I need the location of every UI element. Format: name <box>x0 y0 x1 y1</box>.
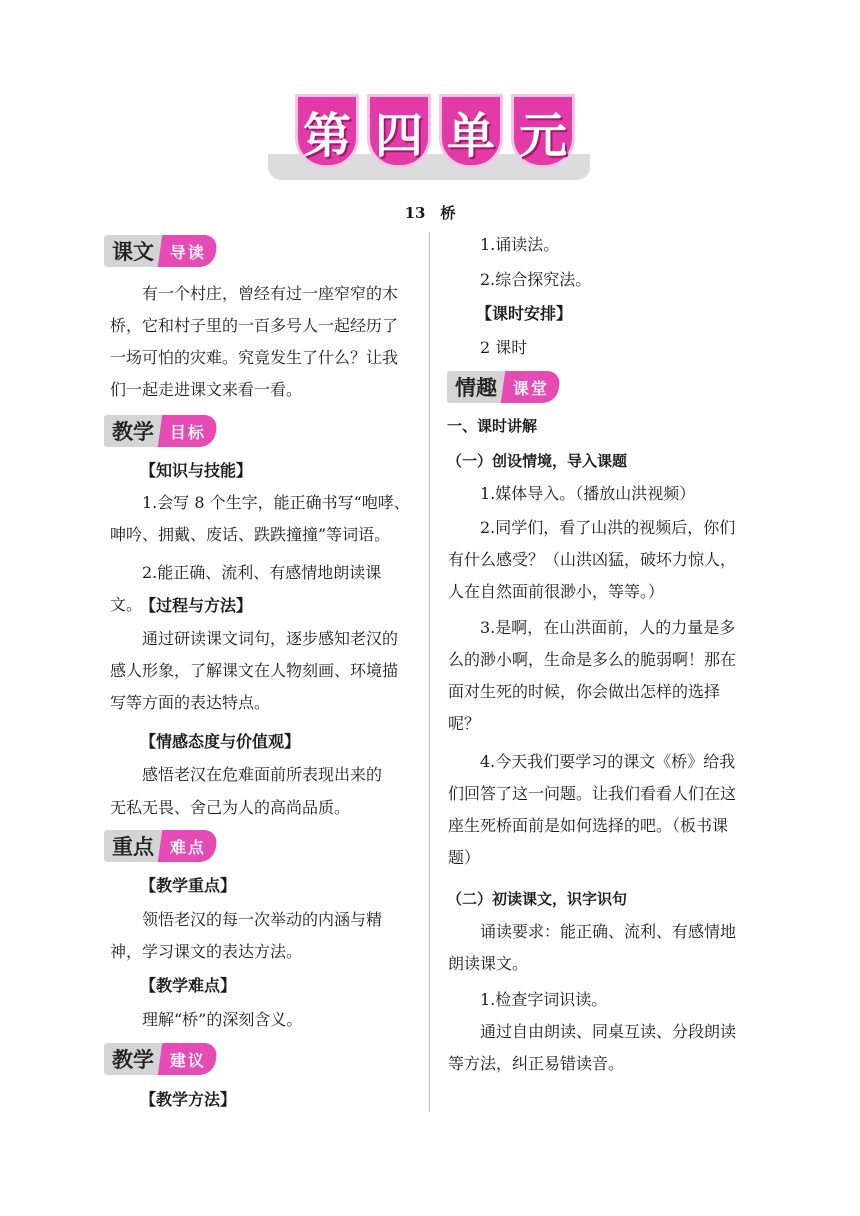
knowledge-item-1: 1.会写 8 个生字，能正确书写“咆哮、呻吟、拥戴、废话、跌跌撞撞”等词语。 <box>110 493 410 544</box>
badge-key-left: 重点 <box>104 830 162 862</box>
part-one-heading: 一、课时讲解 <box>447 417 538 435</box>
badge-fun <box>447 371 559 403</box>
unit-char-3: 单 <box>439 94 503 168</box>
intro-paragraph: 有一个村庄，曾经有过一座窄窄的木桥，它和村子里的一百多号人一起经历了一场可怕的灾难。究竟发生了什么？让我们一起走进课文来看一看。 <box>110 284 399 399</box>
step-two-heading: （二）初读课文，识字识句 <box>447 890 628 908</box>
column-divider <box>429 232 430 1112</box>
step-one-item-4: 4.今天我们要学习的课文《桥》给我们回答了这一问题。让我们看看人们在这座生死桥面前是如何选择的吧。（板书课题） <box>448 752 737 867</box>
schedule-value: 2 课时 <box>480 338 528 357</box>
badge-advice <box>104 1043 216 1075</box>
step-two-item-2: 通过自由朗读、同桌互读、分段朗读等方法，纠正易错读音。 <box>448 1022 737 1073</box>
badge-guide-left: 课文 <box>104 235 162 267</box>
badge-fun-left: 情趣 <box>447 371 505 403</box>
step-one-item-2: 2.同学们，看了山洪的视频后，你们有什么感受？（山洪凶猛，破坏力惊人，人在自然面前很渺小，等等。） <box>448 518 737 601</box>
badge-key <box>104 830 216 862</box>
badge-goals <box>104 415 216 447</box>
badge-goals-left: 教学 <box>104 415 162 447</box>
badge-fun-right: 课堂 <box>501 371 562 403</box>
method-item-1: 1.诵读法。 <box>480 235 560 254</box>
emotion-line-1: 感悟老汉在危难面前所表现出来的 <box>142 765 383 784</box>
badge-goals-right: 目标 <box>158 415 219 447</box>
lesson-title: 13 桥 <box>404 204 456 222</box>
schedule-heading: 【课时安排】 <box>476 304 573 323</box>
unit-char-2: 四 <box>367 94 431 168</box>
process-paragraph: 通过研读课文词句，逐步感知老汉的感人形象，了解课文在人物刻画、环境描写等方面的表达特点。 <box>110 629 399 712</box>
step-one-heading: （一）创设情境，导入课题 <box>447 452 628 470</box>
knowledge-item-2: 2.能正确、流利、有感情地朗读课文。 <box>110 563 382 614</box>
step-one-item-1: 1.媒体导入。（播放山洪视频） <box>480 484 696 503</box>
badge-advice-right: 建议 <box>158 1043 219 1075</box>
method-item-2: 2.综合探究法。 <box>480 270 592 289</box>
method-heading: 【教学方法】 <box>140 1090 237 1109</box>
focus-paragraph: 领悟老汉的每一次举动的内涵与精神，学习课文的表达方法。 <box>110 910 383 961</box>
focus-heading: 【教学重点】 <box>140 876 237 895</box>
emotion-heading: 【情感态度与价值观】 <box>140 732 301 751</box>
difficulty-paragraph: 理解“桥”的深刻含义。 <box>142 1010 303 1029</box>
process-heading: 【过程与方法】 <box>140 596 253 615</box>
unit-char-4: 元 <box>511 94 575 168</box>
step-one-item-3: 3.是啊，在山洪面前，人的力量是多么的渺小啊，生命是多么的脆弱啊！那在面对生死的时候，你会做出怎样的选择呢？ <box>448 618 737 733</box>
unit-char-1: 第 <box>295 94 359 168</box>
knowledge-heading: 【知识与技能】 <box>140 461 253 480</box>
step-two-requirement: 诵读要求：能正确、流利、有感情地朗读课文。 <box>448 922 737 973</box>
badge-guide-right: 导读 <box>158 235 219 267</box>
badge-guide <box>104 235 216 267</box>
emotion-line-2: 无私无畏、舍己为人的高尚品质。 <box>110 798 351 817</box>
difficulty-heading: 【教学难点】 <box>140 976 237 995</box>
badge-key-right: 难点 <box>158 830 219 862</box>
badge-advice-left: 教学 <box>104 1043 162 1075</box>
unit-banner <box>268 94 590 188</box>
step-two-item-1: 1.检查字词识读。 <box>480 990 608 1009</box>
